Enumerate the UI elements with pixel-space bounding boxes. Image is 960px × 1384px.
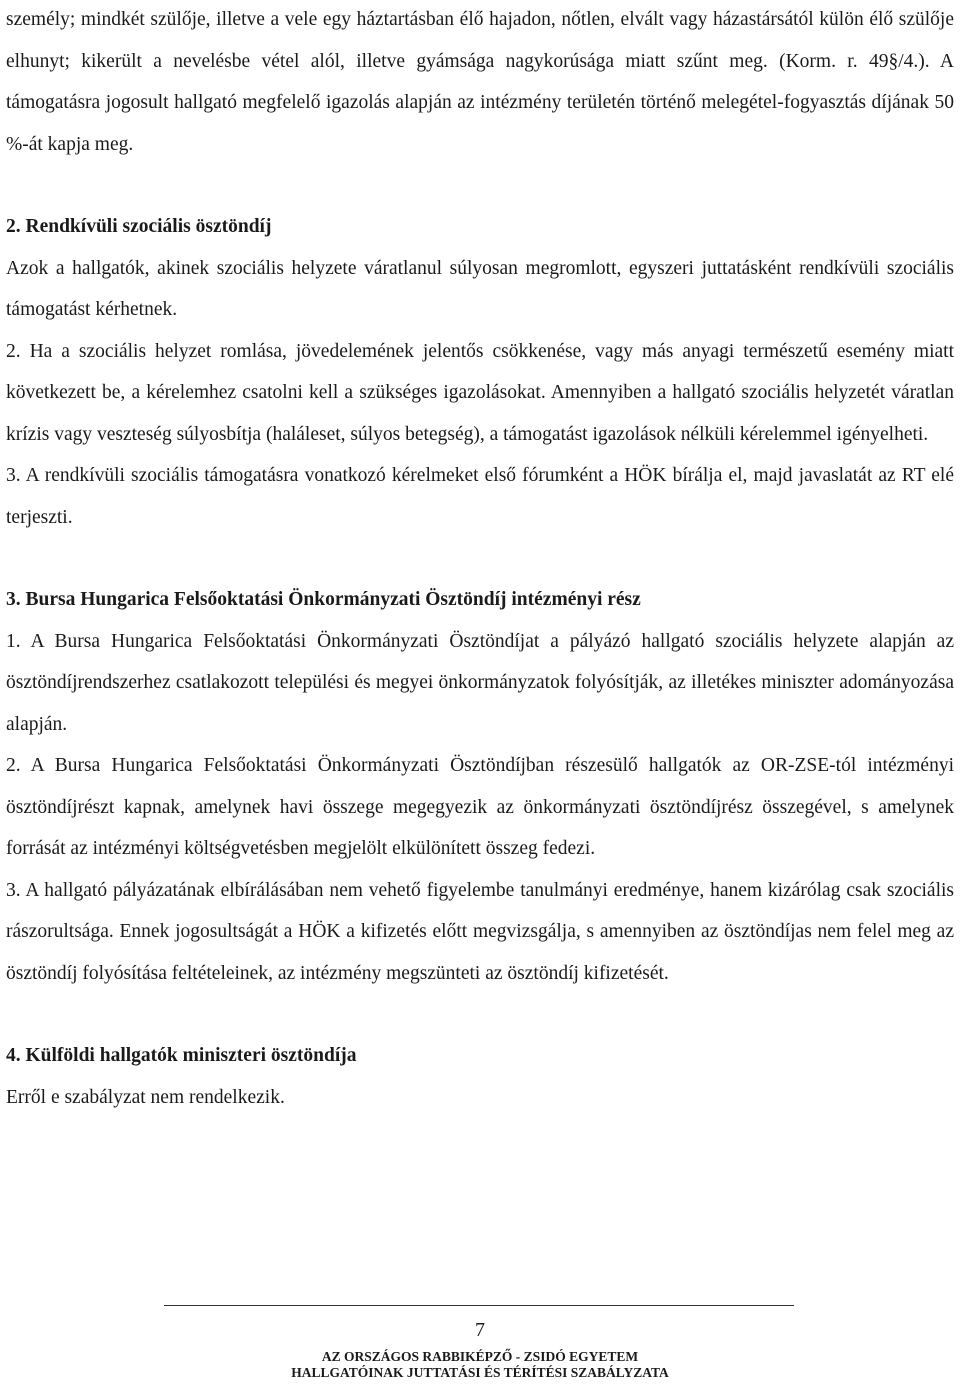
- paragraph-intro-continuation: személy; mindkét szülője, illetve a vele egy háztartásban élő hajadon, nőtlen, elvált vagy házastársától külön élő szülője elhunyt; kikerült a nevelésbe vétel alól, illetve gyámsága nagykorúsága miatt szűnt meg. (Korm. r. 49§/4.). A támogatásra jogosult hallgató megfelelő igazolás alapján az intézmény területén történő melegétel-fogyasztás díjának 50 %-át kapja meg.: [6, 9, 954, 155]
- section-heading-extraordinary-scholarship: 2. Rendkívüli szociális ösztöndíj: [6, 216, 272, 237]
- section-heading-bursa-hungarica: 3. Bursa Hungarica Felsőoktatási Önkormányzati Ösztöndíj intézményi rész: [6, 589, 641, 610]
- spacer: [6, 994, 954, 1035]
- paragraph-extraordinary-item-3: 3. A rendkívüli szociális támogatásra vonatkozó kérelmeket első fórumként a HÖK bírálja el, majd javaslatát az RT elé terjeszti.: [6, 465, 954, 528]
- paragraph-bursa-item-2: 2. A Bursa Hungarica Felsőoktatási Önkormányzati Ösztöndíjban részesülő hallgatók az OR-ZSE-tól intézményi ösztöndíjrészt kapnak, amelynek havi összege megegyezik az önkormányzati ösztöndíjrész összegével, s amelynek forrását az intézményi költségvetésben megjelölt elkülönített összeg fedezi.: [6, 755, 954, 859]
- paragraph-bursa-item-3: 3. A hallgató pályázatának elbírálásában nem vehető figyelembe tanulmányi eredménye, hanem kizárólag csak szociális rászorultsága. Ennek jogosultságát a HÖK a kifizetés előtt megvizsgálja, s amennyiben az ösztöndíjas nem felel meg az ösztöndíj folyósítása feltételeinek, az intézmény megszünteti az ösztöndíj kifizetését.: [6, 879, 954, 984]
- paragraph-bursa-item-1: 1. A Bursa Hungarica Felsőoktatási Önkormányzati Ösztöndíjat a pályázó hallgató szociális helyzete alapján az ösztöndíjrendszerhez csatlakozott települési és megyei önkormányzatok folyósítják, az illetékes miniszter adományozása alapján.: [6, 630, 954, 735]
- document-page: [6, 0, 954, 1118]
- paragraph-foreign-students: Erről e szabályzat nem rendelkezik.: [6, 1086, 285, 1108]
- page-number: 7: [475, 1319, 485, 1341]
- paragraph-extraordinary-item-2: 2. Ha a szociális helyzet romlása, jövedelemének jelentős csökkenése, vagy más anyagi természetű esemény miatt következett be, a kérelemhez csatolni kell a szükséges igazolásokat. Amennyiben a hallgató szociális helyzetét váratlan krízis vagy veszteség súlyosbítja (haláleset, súlyos betegség), a támogatást igazolások nélküli kérelemmel igényelheti.: [6, 340, 954, 445]
- spacer: [6, 538, 954, 579]
- footer-title-line-1: AZ ORSZÁGOS RABBIKÉPZŐ - ZSIDÓ EGYETEM: [321, 1349, 639, 1364]
- footer-divider: [164, 1305, 794, 1306]
- section-heading-foreign-students: 4. Külföldi hallgatók miniszteri ösztöndíja: [6, 1045, 357, 1066]
- footer-title-line-2: HALLGATÓINAK JUTTATÁSI ÉS TÉRÍTÉSI SZABÁLYZATA: [291, 1365, 669, 1380]
- spacer: [6, 165, 954, 206]
- paragraph-extraordinary-eligibility: Azok a hallgatók, akinek szociális helyzete váratlanul súlyosan megromlott, egyszeri juttatásként rendkívüli szociális támogatást kérhetnek.: [6, 257, 954, 320]
